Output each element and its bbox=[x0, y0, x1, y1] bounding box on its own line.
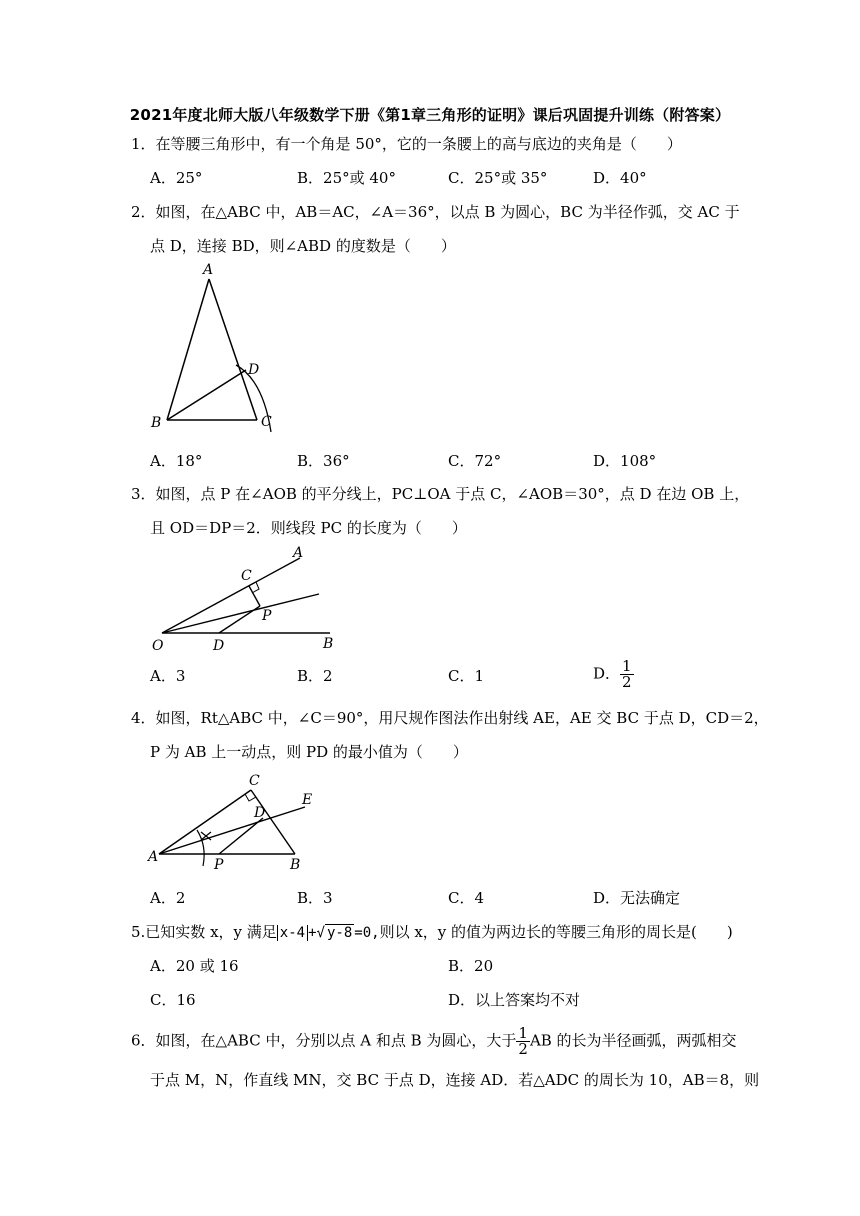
q5-equals-zero: =0, bbox=[354, 925, 380, 941]
q5-radicand: y-8 bbox=[326, 925, 353, 941]
q5-plus-sign: + bbox=[308, 925, 317, 941]
q3-label-b: B bbox=[323, 636, 334, 652]
q6-fraction-numerator: 1 bbox=[518, 1024, 528, 1042]
q6-stem-line2: 于点 M，N，作直线 MN，交 BC 于点 D，连接 AD．若△ADC 的周长为 10，AB＝8，则 bbox=[150, 1071, 760, 1089]
q6-stem-suffix: AB 的长为半径画弧，两弧相交 bbox=[529, 1031, 737, 1050]
q2-side-ab bbox=[167, 279, 209, 420]
q4-segment-pd bbox=[219, 818, 263, 854]
q5-option-b: B．20 bbox=[448, 957, 494, 975]
q2-option-d: D．108° bbox=[593, 452, 657, 470]
q1-stem: 1．在等腰三角形中，有一个角是 50°，它的一条腰上的高与底边的夹角是（ ） bbox=[131, 135, 682, 153]
q1-option-c: C．25°或 35° bbox=[448, 169, 548, 187]
q5-square-root: √ y-8 bbox=[316, 925, 353, 941]
q3-option-b: B．2 bbox=[297, 667, 333, 685]
q1-option-a: A．25° bbox=[150, 169, 203, 187]
q4-label-e: E bbox=[302, 792, 313, 808]
q4-stem-line1: 4．如图，Rt△ABC 中，∠C＝90°，用尺规作图法作出射线 AE，AE 交 BC 于点 D，CD＝2， bbox=[131, 709, 769, 727]
q5-option-d: D．以上答案均不对 bbox=[448, 991, 581, 1009]
q4-figure bbox=[145, 770, 325, 875]
q2-label-b: B bbox=[151, 415, 162, 431]
q4-label-c: C bbox=[249, 773, 260, 789]
q3-option-d-denominator: 2 bbox=[622, 673, 632, 691]
q5-option-c: C．16 bbox=[150, 991, 196, 1009]
q3-label-a: A bbox=[293, 545, 304, 561]
q3-option-a: A．3 bbox=[150, 667, 186, 685]
q4-compass-arc bbox=[197, 830, 204, 866]
q4-side-ac bbox=[159, 790, 251, 854]
q3-label-p: P bbox=[262, 608, 272, 624]
q2-label-d: D bbox=[248, 362, 260, 378]
q3-stem-line1: 3．如图，点 P 在∠AOB 的平分线上，PC⊥OA 于点 C，∠AOB＝30°，点 D 在边 OB 上， bbox=[131, 485, 750, 503]
q4-option-c: C．4 bbox=[448, 889, 485, 907]
q5-absolute-value: x-4 bbox=[277, 925, 308, 941]
q2-option-a: A．18° bbox=[150, 452, 203, 470]
q4-option-d: D．无法确定 bbox=[593, 889, 681, 907]
q2-stem-line1: 2．如图，在△ABC 中，AB＝AC，∠A＝36°，以点 B 为圆心，BC 为半径作弧，交 AC 于 bbox=[131, 203, 740, 221]
q4-label-a: A bbox=[148, 849, 159, 865]
q3-ray-oa bbox=[162, 558, 300, 633]
q4-stem-line2: P 为 AB 上一动点，则 PD 的最小值为（ ） bbox=[150, 743, 468, 761]
q4-option-a: A．2 bbox=[150, 889, 186, 907]
q3-bisector bbox=[162, 594, 319, 633]
q3-stem-line2: 且 OD＝DP＝2．则线段 PC 的长度为（ ） bbox=[150, 519, 467, 537]
q6-stem-prefix: 6．如图，在△ABC 中，分别以点 A 和点 B 为圆心，大于 bbox=[131, 1031, 517, 1050]
q2-segment-bd bbox=[167, 370, 246, 420]
q1-option-d: D．40° bbox=[593, 169, 647, 187]
q4-option-b: B．3 bbox=[297, 889, 333, 907]
q3-figure bbox=[145, 542, 355, 654]
q3-option-d-prefix: D． bbox=[593, 664, 621, 683]
q5-option-a: A．20 或 16 bbox=[150, 957, 239, 975]
q4-ray-ae bbox=[159, 807, 305, 854]
q3-label-o: O bbox=[152, 638, 164, 654]
q4-label-d: D bbox=[254, 805, 266, 821]
q2-option-b: B．36° bbox=[297, 452, 350, 470]
q1-option-b: B．25°或 40° bbox=[297, 169, 396, 187]
q3-option-d-numerator: 1 bbox=[622, 657, 632, 675]
q3-label-d: D bbox=[213, 638, 225, 654]
q2-figure bbox=[145, 262, 285, 437]
q2-label-c: C bbox=[261, 414, 272, 430]
q5-stem-prefix: 5.已知实数 x，y 满足 bbox=[131, 923, 277, 941]
q2-label-a: A bbox=[203, 262, 214, 278]
q6-fraction bbox=[516, 1026, 530, 1057]
q5-stem bbox=[131, 922, 733, 943]
q5-stem-suffix: 则以 x，y 的值为两边长的等腰三角形的周长是( ) bbox=[379, 923, 733, 941]
q3-segment-dp bbox=[219, 606, 260, 633]
q6-fraction-denominator: 2 bbox=[518, 1040, 528, 1058]
q2-option-c: C．72° bbox=[448, 452, 502, 470]
q3-option-c: C．1 bbox=[448, 667, 485, 685]
q3-label-c: C bbox=[241, 568, 252, 584]
q4-label-p: P bbox=[214, 857, 224, 873]
q3-option-d-fraction bbox=[620, 659, 634, 690]
q4-label-b: B bbox=[290, 857, 301, 873]
q2-stem-line2: 点 D，连接 BD，则∠ABD 的度数是（ ） bbox=[150, 237, 456, 255]
document-title: 2021年度北师大版八年级数学下册《第1章三角形的证明》课后巩固提升训练（附答案） bbox=[129, 106, 731, 124]
q3-option-d bbox=[593, 659, 634, 690]
q2-side-ac bbox=[209, 279, 260, 420]
q6-stem-line1 bbox=[131, 1026, 737, 1057]
